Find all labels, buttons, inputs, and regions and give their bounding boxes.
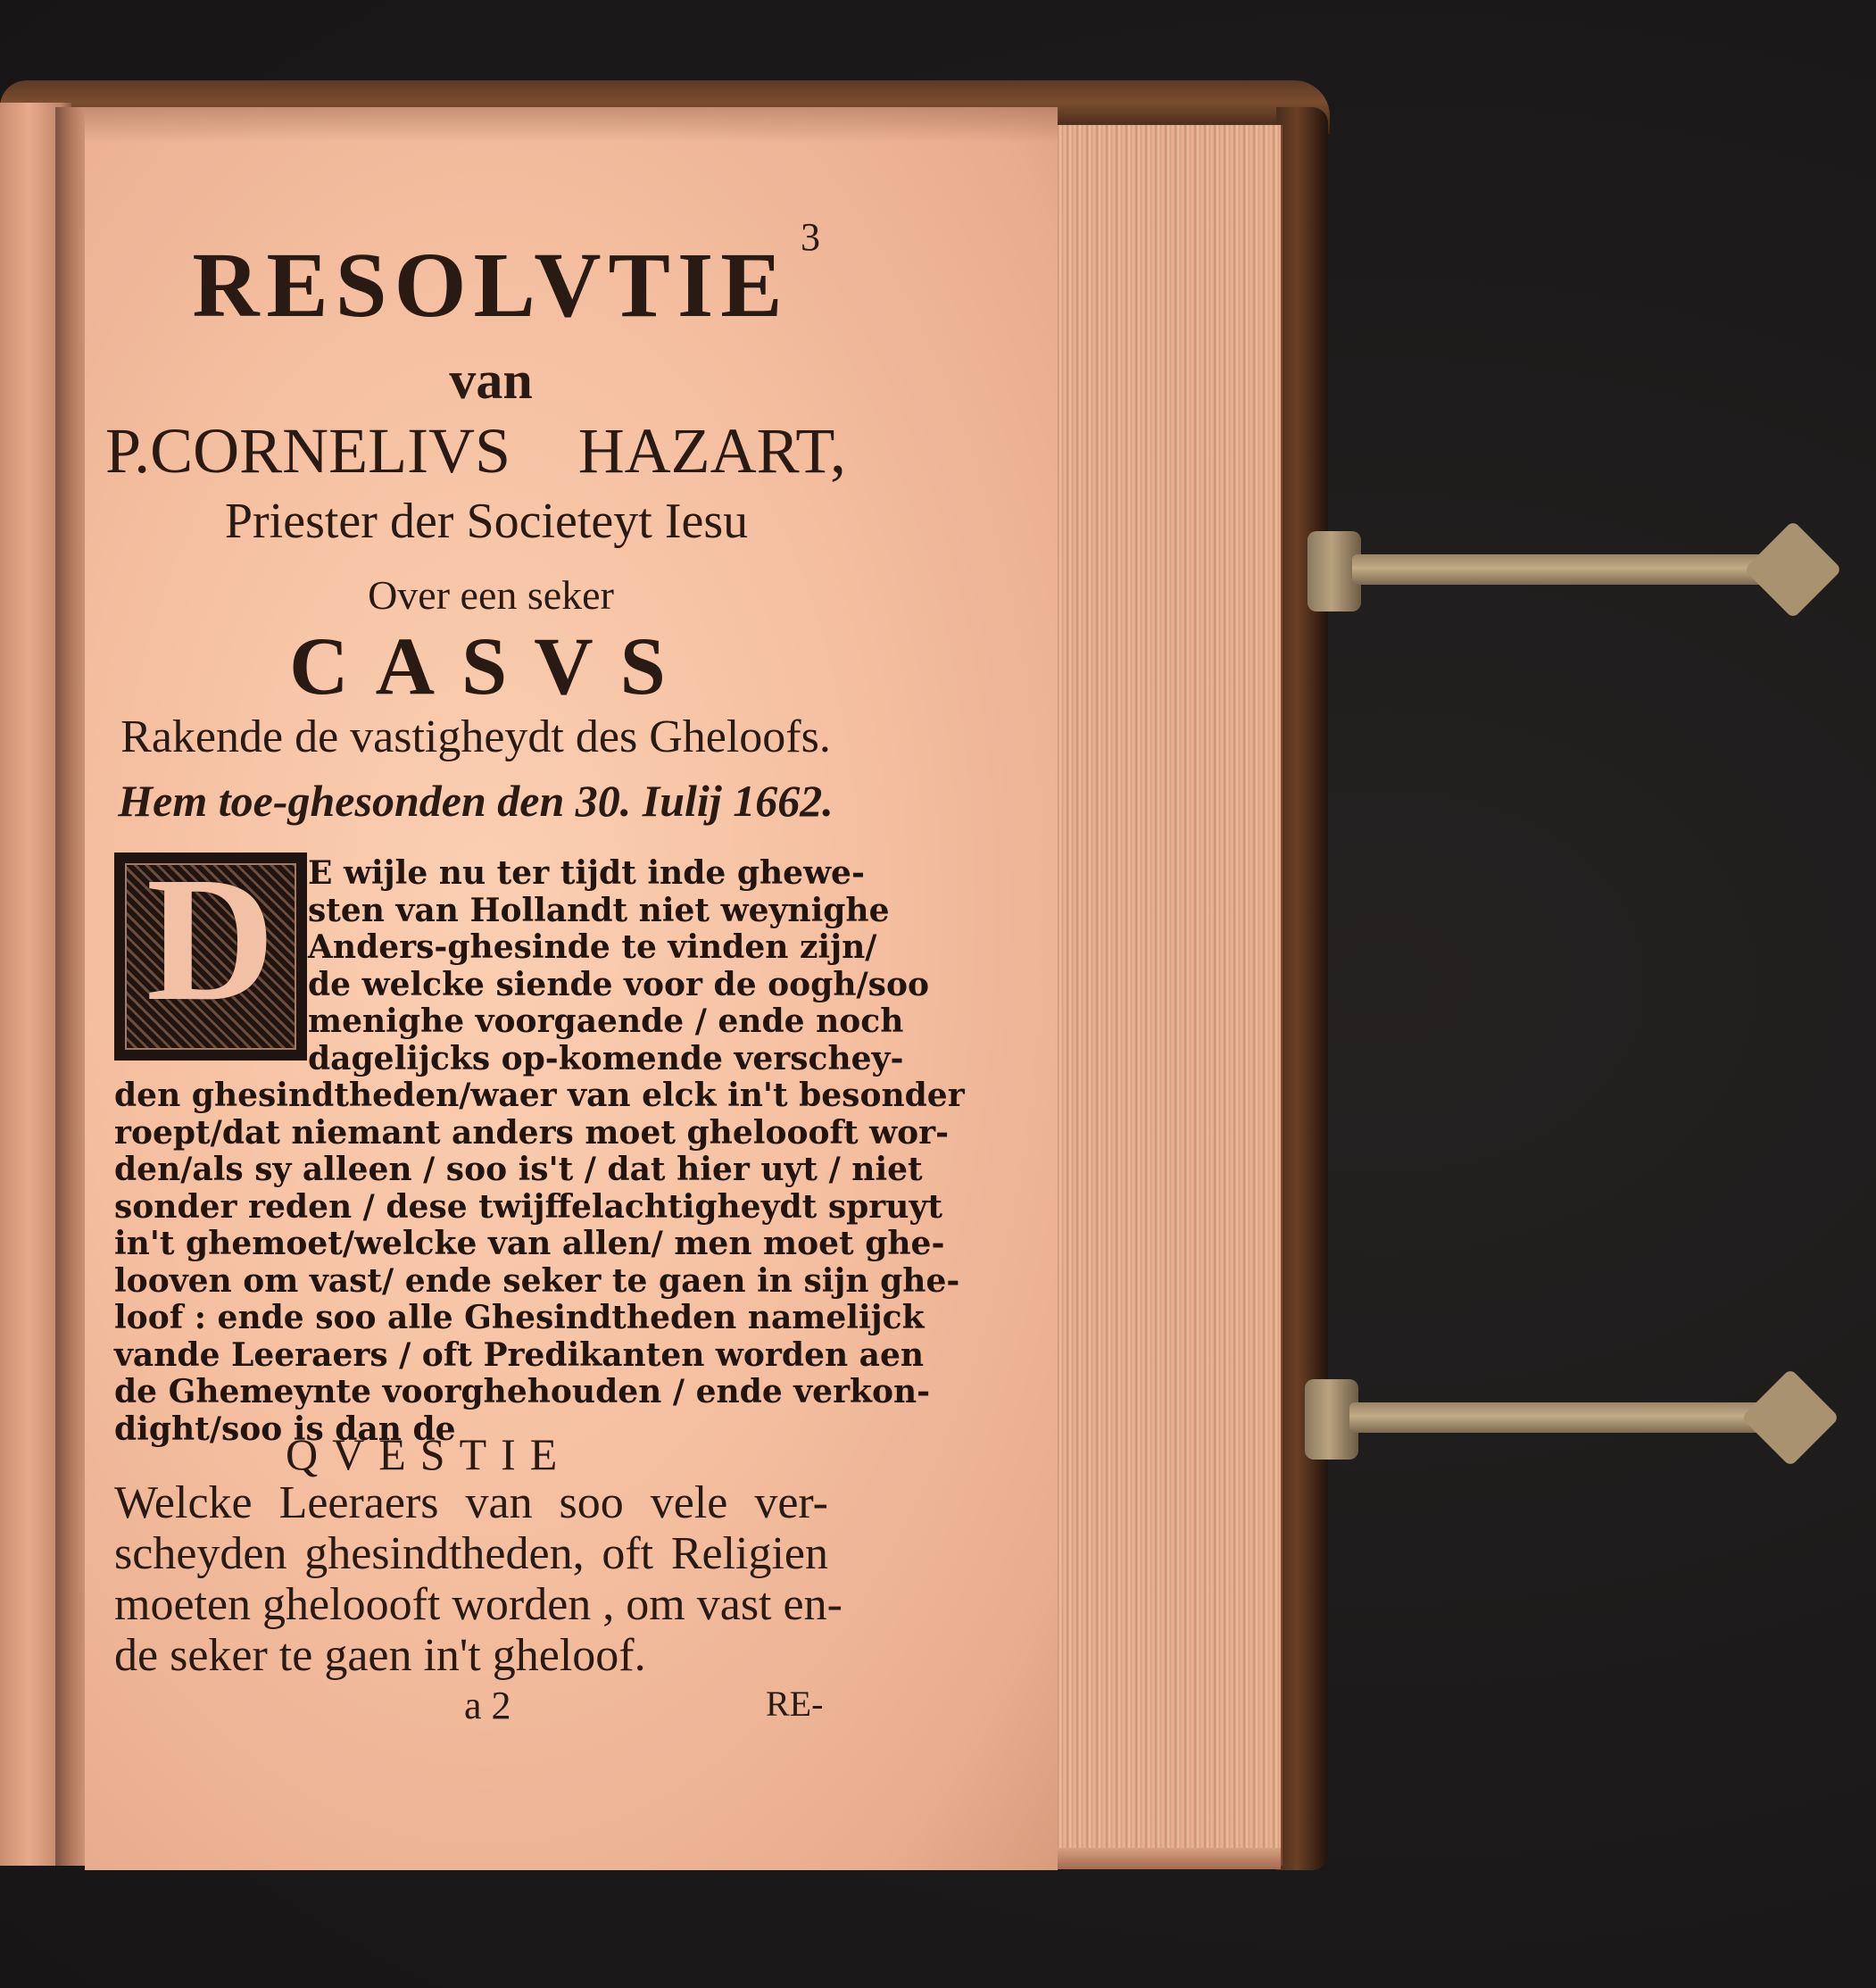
clasp-bar <box>1352 554 1781 585</box>
date-line: Hem toe-ghesonden den 30. Iulij 1662. <box>118 776 834 826</box>
initial-letter: D <box>145 841 276 1038</box>
text-line: E wijle nu ter tijdt inde ghewe- <box>308 854 865 892</box>
text-line: Anders-ghesinde te vinden zijn/ <box>308 928 877 966</box>
book-cover-spine-edge <box>1276 107 1328 1870</box>
decorated-initial <box>114 841 307 1061</box>
title-van: van <box>449 351 533 410</box>
text-line: in't ghemoet/welcke van allen/ men moet ghe- <box>114 1225 945 1262</box>
casus-heading: CASVS <box>289 620 693 711</box>
text-line: sten van Hollandt niet weynighe <box>308 891 890 929</box>
clasp-bar <box>1349 1402 1778 1433</box>
author-name: P.CORNELIVS HAZART, <box>105 415 846 487</box>
text-line: vande Leeraers / oft Predikanten worden aen <box>114 1335 925 1374</box>
text-line: roept/dat niemant anders moet gheloooft wor- <box>114 1113 950 1152</box>
questie-heading: QVESTIE <box>286 1429 572 1479</box>
text-line: looven om vast/ ende seker te gaen in sijn ghe- <box>114 1261 960 1300</box>
text-line: loof : ende soo alle Ghesindtheden namelijck <box>114 1299 925 1336</box>
page-top-shadow <box>85 107 1058 143</box>
text-line: menighe voorgaende / ende noch <box>308 1002 904 1040</box>
text-line: dight/soo is dan de <box>114 1410 456 1448</box>
subject-line: Rakende de vastigheydt des Gheloofs. <box>120 711 831 762</box>
priest-line: Priester der Societeyt Iesu <box>224 494 749 549</box>
text-line: den/als sy alleen / soo is't / dat hier uyt / niet <box>114 1151 923 1188</box>
text-line: Welcke Leeraers van soo vele ver- <box>114 1477 828 1528</box>
text-line: de Ghemeynte voorghehouden / ende verkon- <box>114 1373 931 1410</box>
signature-mark: a 2 <box>464 1684 511 1727</box>
page-number: 3 <box>801 215 820 259</box>
page-fore-edge-bottom <box>1053 1848 1281 1869</box>
page-fore-edge <box>1053 125 1282 1866</box>
text-line: dagelijcks op-komende verschey- <box>308 1039 904 1077</box>
text-line: scheyden ghesindtheden, oft Religien <box>114 1528 828 1579</box>
text-line: de seker te gaen in't gheloof. <box>114 1630 646 1681</box>
text-line: moeten gheloooft worden , om vast en- <box>114 1579 843 1630</box>
text-line: sonder reden / dese twijffelachtigheydt spruyt <box>114 1187 942 1226</box>
blackletter-full-block <box>114 1077 965 1448</box>
blackletter-indented-block <box>308 854 929 1077</box>
text-line: de welcke siende voor de oogh/soo <box>308 965 929 1003</box>
title-resolvtie: RESOLVTIE <box>192 234 790 337</box>
catchword: RE- <box>766 1684 824 1724</box>
text-line: den ghesindtheden/waer van elck in't besonder <box>114 1077 965 1114</box>
question-text <box>114 1477 843 1681</box>
over-line: Over een seker <box>368 572 614 618</box>
